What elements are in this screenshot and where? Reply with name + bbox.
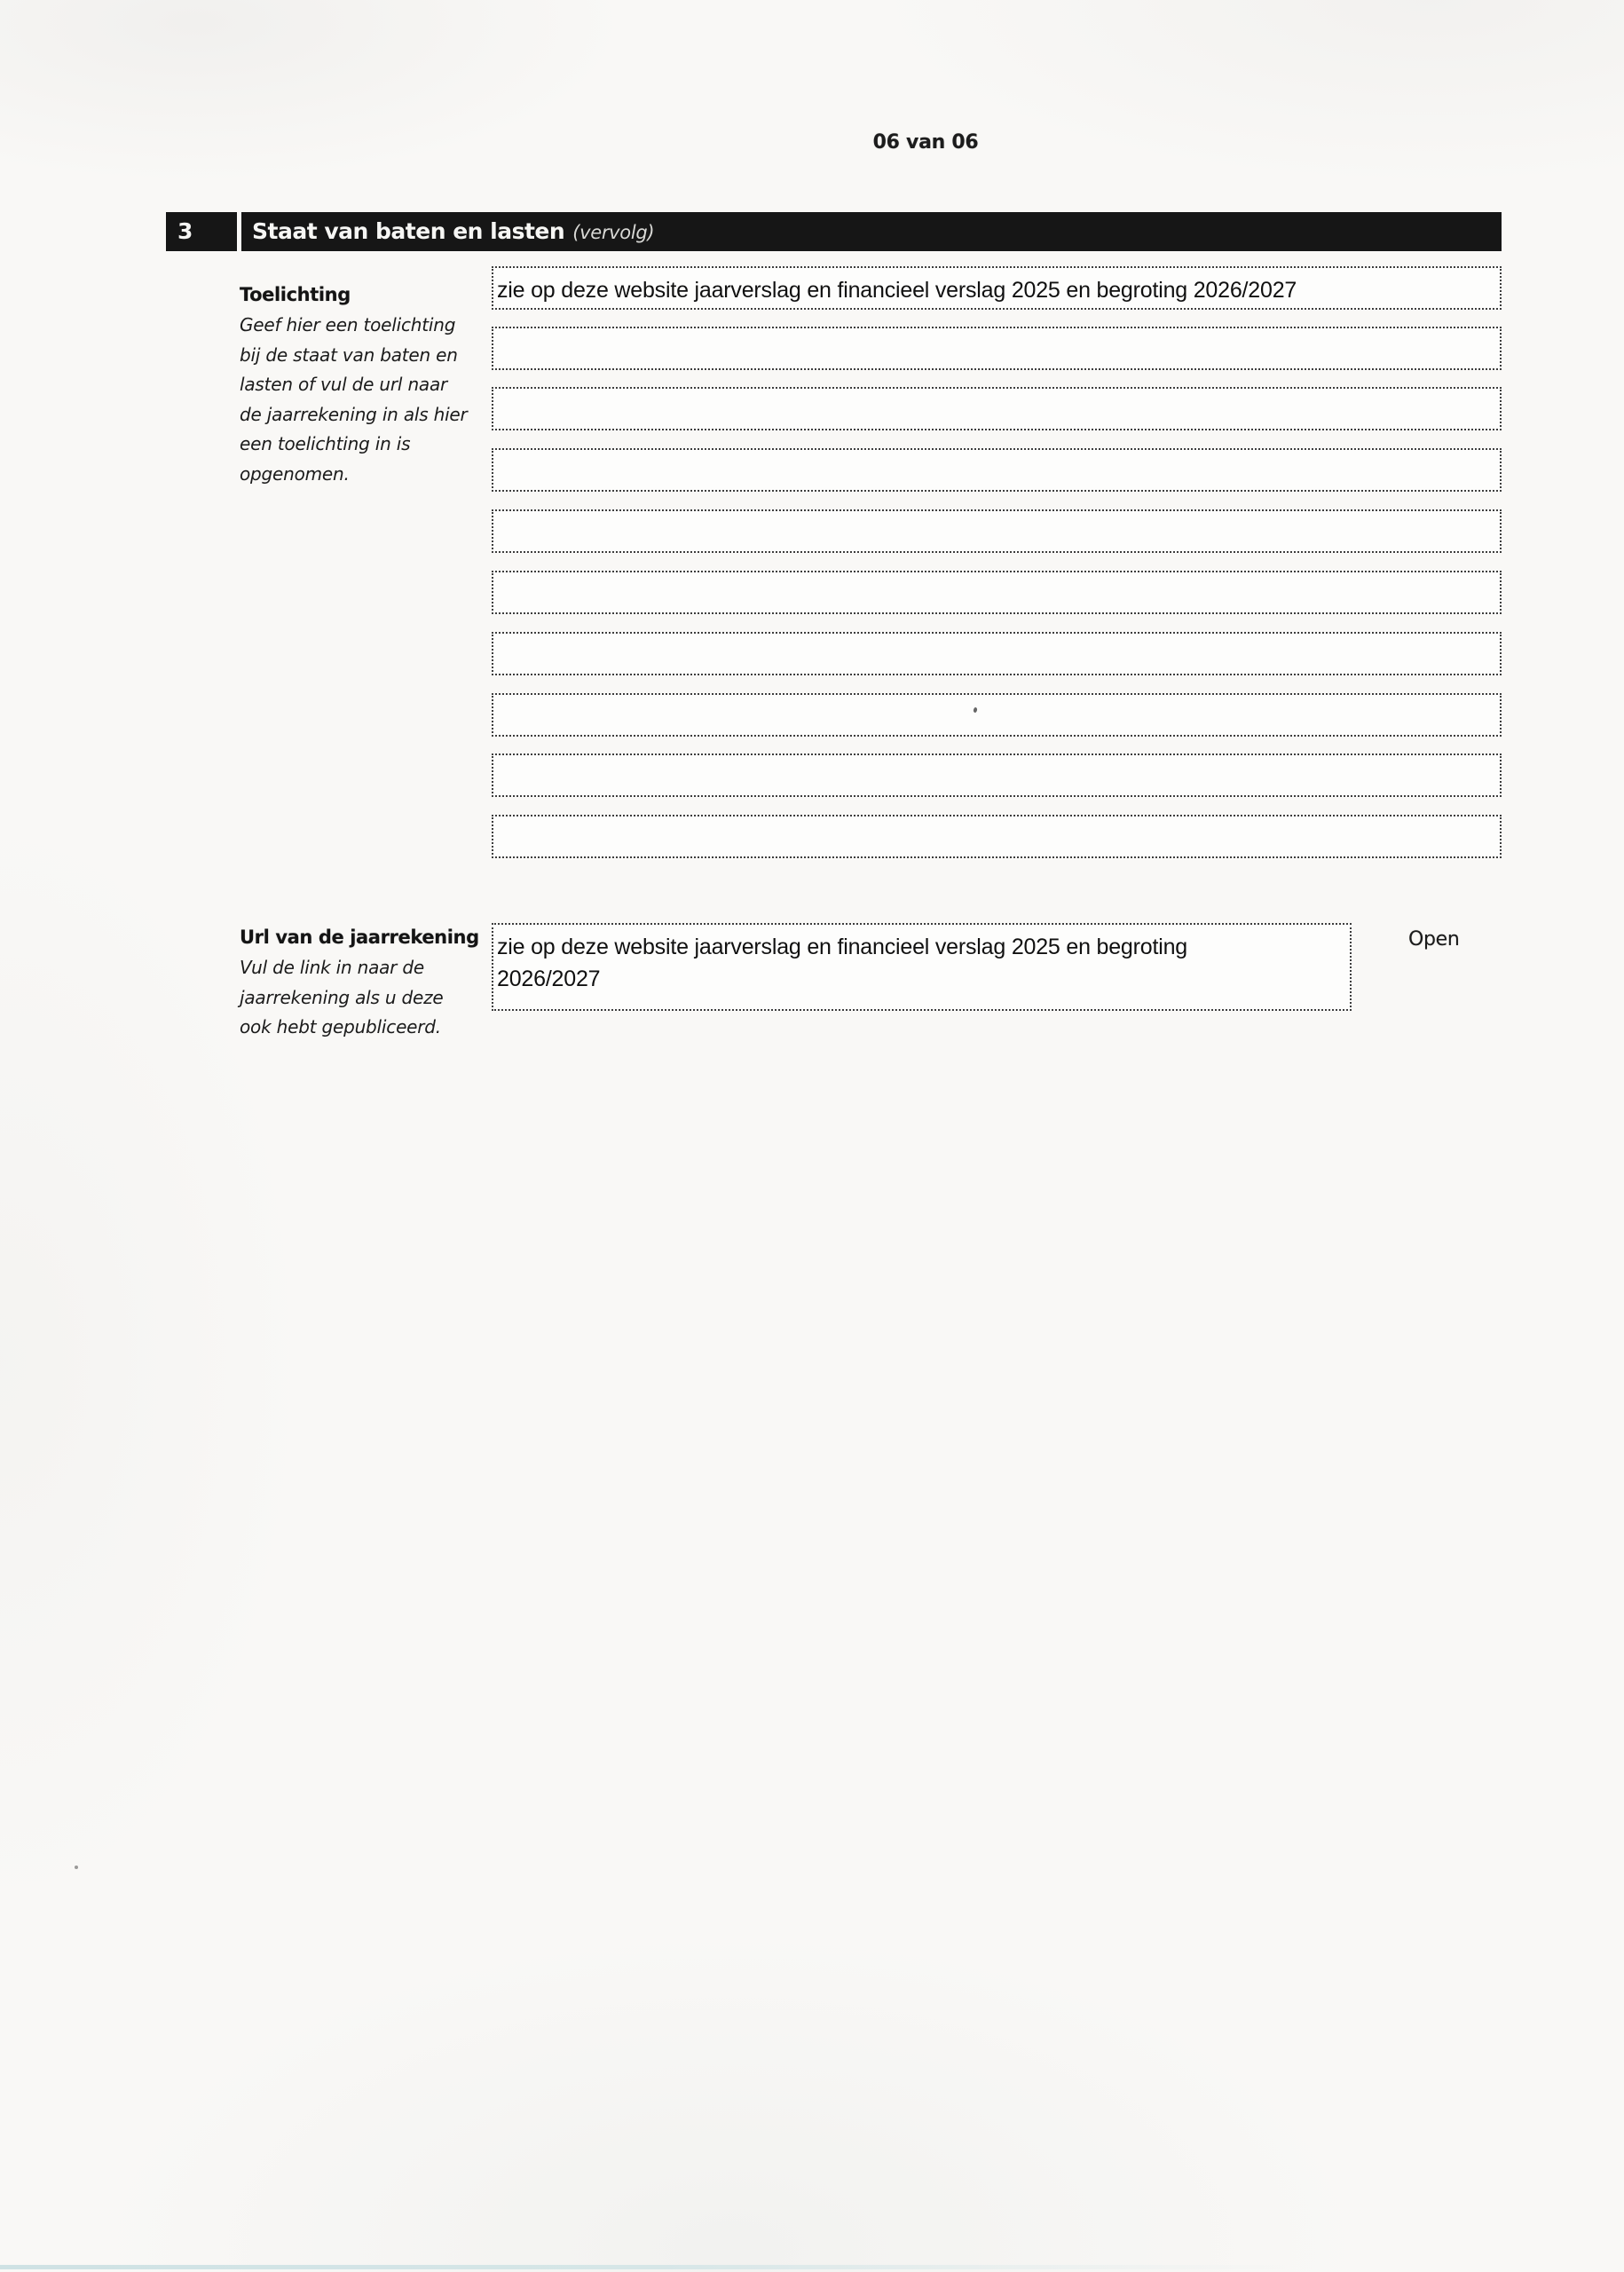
hint-line: jaarrekening als u deze [240,986,444,1008]
toelichting-field-5[interactable] [492,509,1502,553]
toelichting-field-4[interactable] [492,448,1502,492]
field-value [493,511,1500,517]
url-label-block [240,927,499,1043]
url-hint [240,953,499,1043]
toelichting-field-9[interactable] [492,753,1502,797]
section-title: Staat van baten en lasten [252,218,565,244]
field-value [493,695,1500,701]
open-button[interactable]: Open [1408,928,1460,951]
toelichting-label-block [240,284,499,490]
field-value [493,328,1500,335]
field-value [493,572,1500,579]
hint-line: Geef hier een toelichting [240,314,456,335]
toelichting-field-10[interactable] [492,815,1502,858]
page-number: 06 van 06 [872,131,979,154]
url-value-line: zie op deze website jaarverslag en financieel verslag 2025 en begroting [497,935,1187,959]
toelichting-field-7[interactable] [492,632,1502,675]
section-subtitle: (vervolg) [572,222,655,243]
section-title-bar [241,212,1502,251]
toelichting-field-1[interactable] [492,266,1502,310]
toelichting-hint [240,311,499,490]
section-number-box: 3 [166,212,237,251]
url-value-line: 2026/2027 [497,966,601,991]
hint-line: Vul de link in naar de [240,957,424,978]
toelichting-label: Toelichting [240,284,351,305]
hint-line: opgenomen. [240,462,350,485]
scan-edge-artifact [0,2265,1624,2269]
scan-speck [75,1866,78,1869]
field-value [493,450,1500,456]
hint-line: bij de staat van baten en [240,343,458,366]
field-value [493,816,1500,823]
toelichting-field-8[interactable] [492,693,1502,737]
field-value [493,634,1500,640]
hint-line: ook hebt gepubliceerd. [240,1016,441,1038]
toelichting-field-3[interactable] [492,387,1502,430]
hint-line: een toelichting in is [240,433,411,455]
field-value: zie op deze website jaarverslag en financieel verslag 2025 en begroting 2026/2027 [497,278,1297,303]
field-value [493,389,1500,395]
url-label: Url van de jaarrekening [240,927,479,948]
toelichting-field-6[interactable] [492,571,1502,614]
hint-line: lasten of vul de url naar [240,374,448,396]
toelichting-field-2[interactable] [492,327,1502,370]
field-value [493,755,1500,761]
hint-line: de jaarrekening in als hier [240,403,468,425]
url-field[interactable] [492,923,1352,1011]
